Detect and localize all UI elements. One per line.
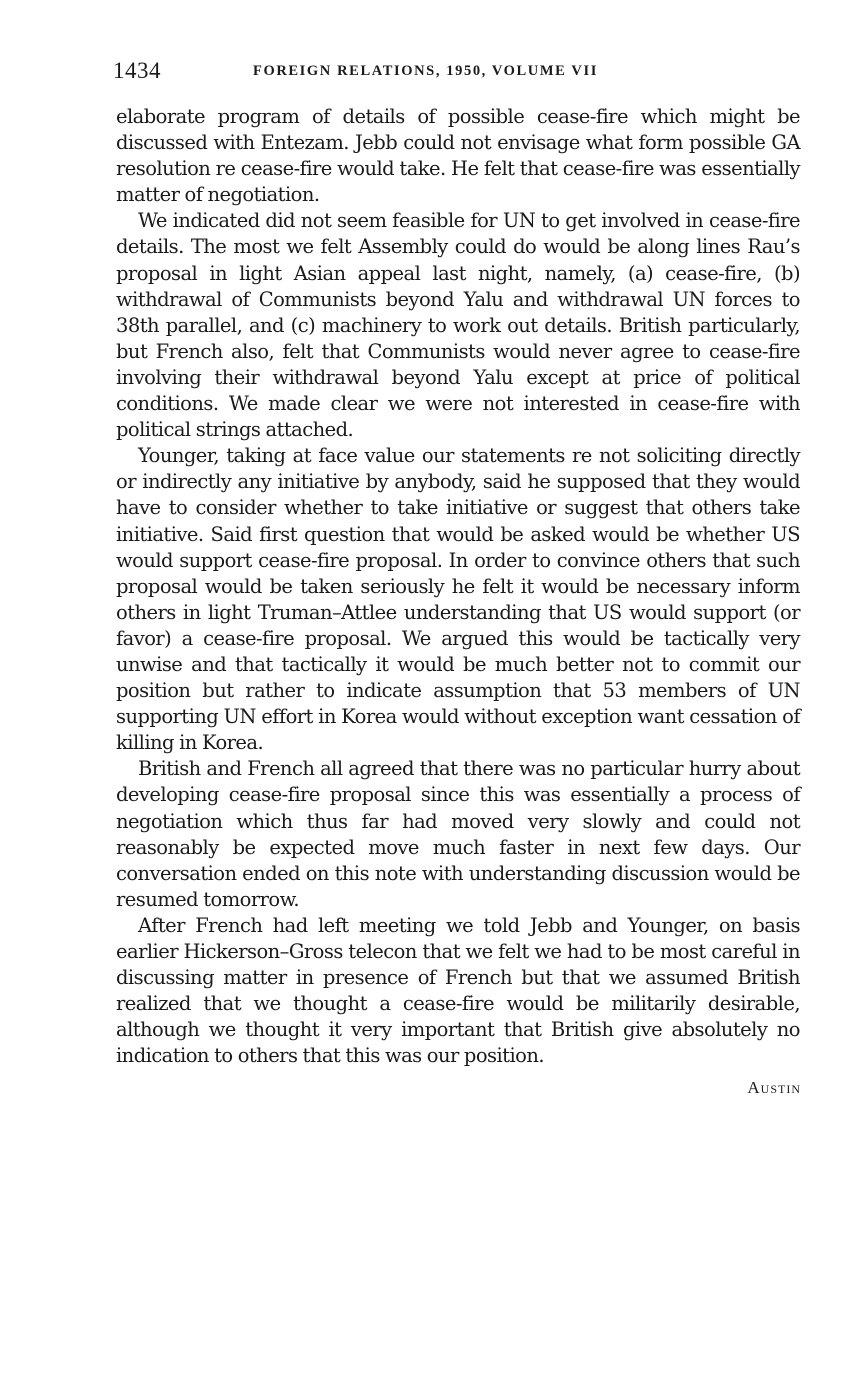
page-header <box>113 58 803 88</box>
paragraph: We indicated did not seem feasible for UN to get involved in cease-fire details. The most we felt Assembly could do would be along lines Rau’s proposal in light Asian appeal last night, namely, (a) cease-fire, (b) withdrawal of Communists beyond Yalu and withdrawal UN forces to 38th parallel, and (c) machinery to work out details. British particularly, but French also, felt that Communists would never agree to cease-fire involving their withdrawal beyond Yalu except at price of political conditions. We made clear we were not interested in cease-fire with political strings attached. <box>116 209 800 442</box>
document-body <box>116 104 800 1069</box>
signature: Austin <box>747 1078 801 1097</box>
paragraph-continued: elaborate program of details of possible cease-fire which might be discussed with Entezam. Jebb could not envisage what form possible GA resolution re cease-fire would take. He felt that cease-fire was essentially matter of negotiation. <box>116 105 800 207</box>
paragraph: Younger, taking at face value our statements re not soliciting directly or indirectly any initiative by anybody, said he supposed that they would have to consider whether to take initiative or suggest that others take initiative. Said first question that would be asked would be whether US would support cease-fire proposal. In order to convince others that such proposal would be taken seriously he felt it would be necessary inform others in light Truman–Attlee understanding that US would support (or favor) a cease-fire proposal. We argued this would be tactically very unwise and that tactically it would be much better not to commit our position but rather to indicate assumption that 53 members of UN supporting UN effort in Korea would without exception want cessation of killing in Korea. <box>116 444 800 755</box>
paragraph: After French had left meeting we told Jebb and Younger, on basis earlier Hickerson–Gross telecon that we felt we had to be most careful in discussing matter in presence of French but that we assumed British realized that we thought a cease-fire would be militarily desirable, although we thought it very important that British give absolutely no indication to others that this was our position. <box>116 913 800 1068</box>
running-head: FOREIGN RELATIONS, 1950, VOLUME VII <box>253 63 598 79</box>
paragraph: British and French all agreed that there was no particular hurry about developing cease-fire proposal since this was essentially a process of negotiation which thus far had moved very slowly and could not reasonably be expected move much faster in next few days. Our conversation ended on this note with understanding discussion would be resumed tomorrow. <box>116 757 800 911</box>
page-number: 1434 <box>113 58 161 83</box>
